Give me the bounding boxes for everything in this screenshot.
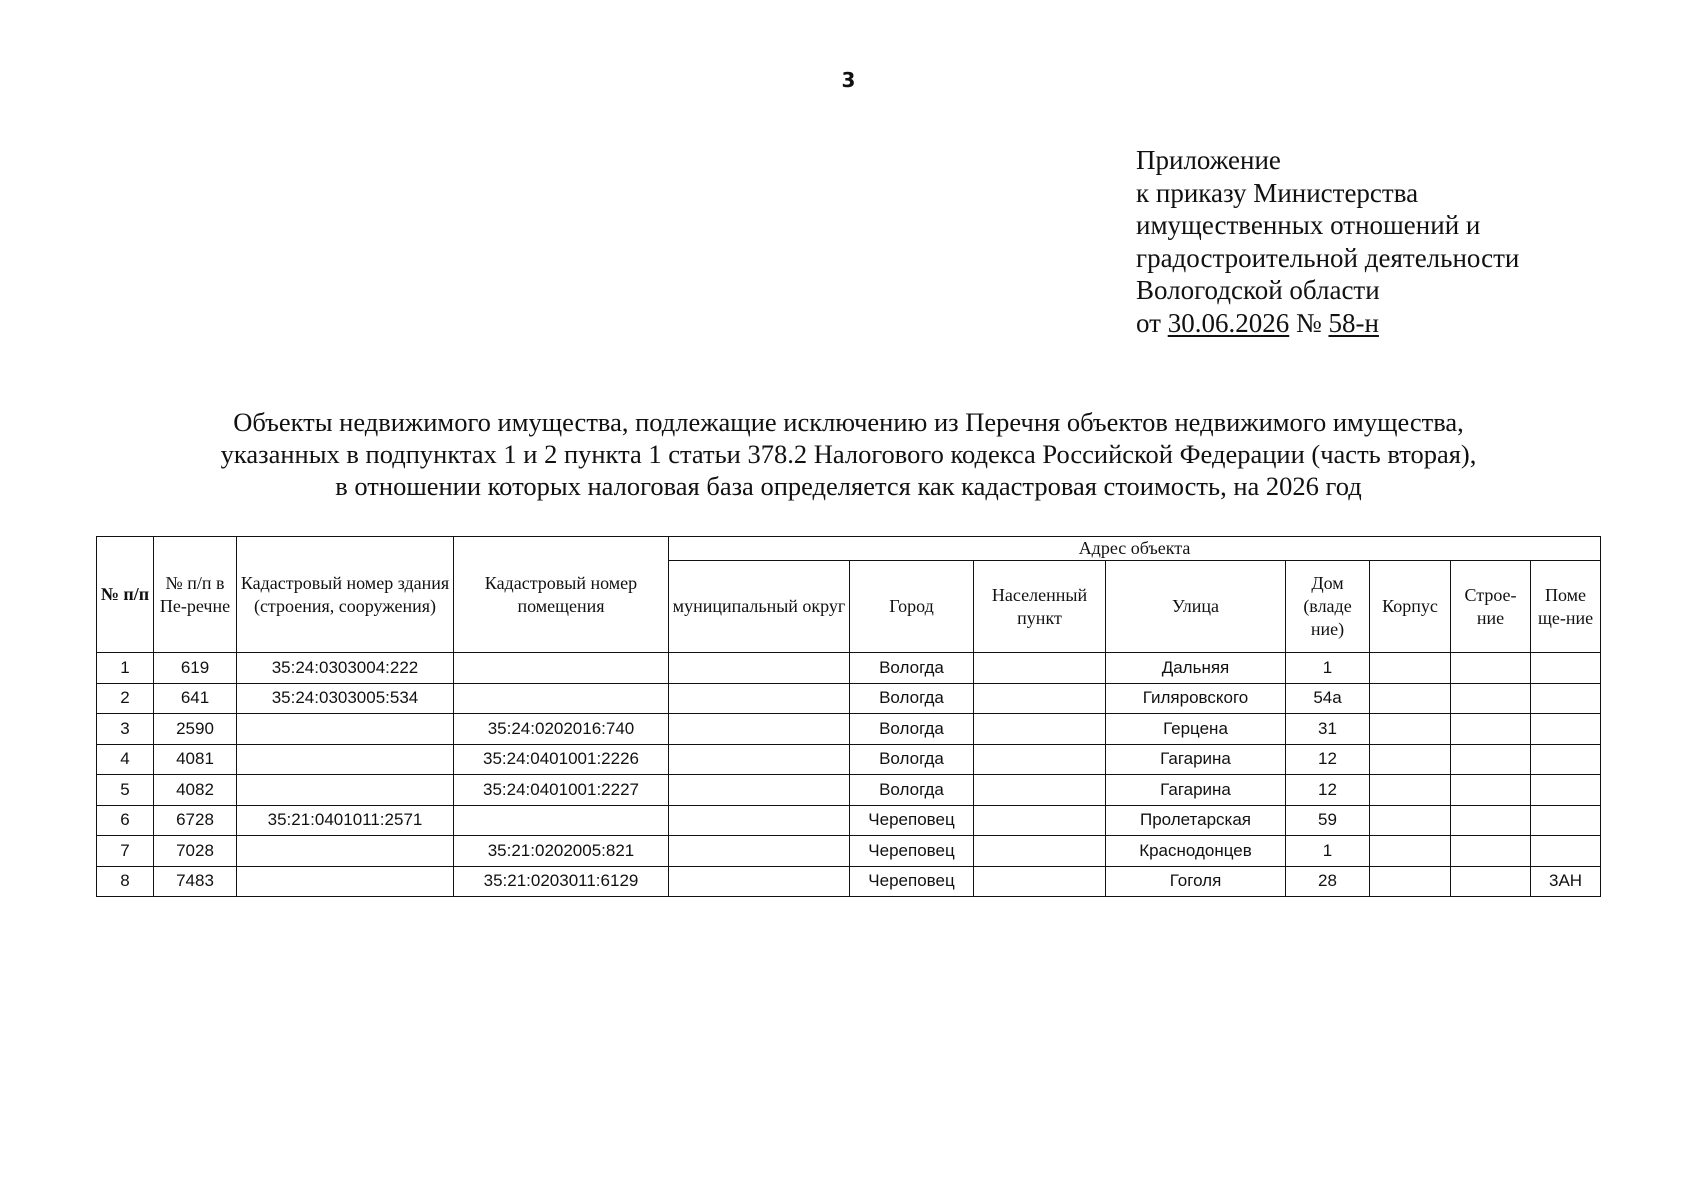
cell-building-cadastral: 35:24:0303005:534	[237, 683, 454, 714]
cell-list-num: 7483	[154, 866, 237, 897]
appendix-line: имущественных отношений и	[1136, 210, 1481, 240]
cell-street: Герцена	[1106, 714, 1286, 745]
cell-house: 54а	[1286, 683, 1370, 714]
cell-list-num: 4081	[154, 744, 237, 775]
cell-room	[1531, 744, 1601, 775]
cell-room	[1531, 805, 1601, 836]
cell-street: Гоголя	[1106, 866, 1286, 897]
appendix-line: Приложение	[1136, 145, 1281, 175]
cell-house: 28	[1286, 866, 1370, 897]
cell-room: 3АН	[1531, 866, 1601, 897]
cell-district	[669, 775, 850, 806]
table-row	[97, 653, 1601, 684]
title-line: в отношении которых налоговая база определяется как кадастровая стоимость, на 2026 год	[335, 471, 1362, 501]
document-title	[0, 406, 1697, 502]
header-building-cadastral: Кадастровый номер здания (строения, сооружения)	[237, 537, 454, 653]
cell-city: Вологда	[850, 775, 974, 806]
cell-room	[1531, 683, 1601, 714]
cell-korpus	[1370, 775, 1451, 806]
cell-settlement	[974, 866, 1106, 897]
cell-num: 8	[97, 866, 154, 897]
order-date: 30.06.2026	[1167, 307, 1290, 338]
cell-district	[669, 805, 850, 836]
cell-district	[669, 744, 850, 775]
appendix-block	[1136, 144, 1519, 339]
cell-room-cadastral: 35:24:0401001:2226	[454, 744, 669, 775]
header-korpus: Корпус	[1370, 561, 1451, 653]
cell-room	[1531, 714, 1601, 745]
table-row	[97, 744, 1601, 775]
cell-list-num: 4082	[154, 775, 237, 806]
cell-room-cadastral	[454, 805, 669, 836]
cell-building-cadastral	[237, 714, 454, 745]
cell-building-cadastral: 35:21:0401011:2571	[237, 805, 454, 836]
cell-settlement	[974, 744, 1106, 775]
cell-num: 2	[97, 683, 154, 714]
header-district: муниципальный округ	[669, 561, 850, 653]
cell-settlement	[974, 836, 1106, 867]
cell-city: Вологда	[850, 714, 974, 745]
header-city: Город	[850, 561, 974, 653]
cell-settlement	[974, 683, 1106, 714]
cell-city: Вологда	[850, 683, 974, 714]
cell-settlement	[974, 805, 1106, 836]
appendix-line: к приказу Министерства	[1136, 177, 1419, 208]
cell-room-cadastral: 35:21:0203011:6129	[454, 866, 669, 897]
table-row	[97, 775, 1601, 806]
appendix-line: градостроительной деятельности	[1136, 242, 1520, 273]
cell-street: Дальняя	[1106, 653, 1286, 684]
cell-building-cadastral	[237, 744, 454, 775]
title-line: Объекты недвижимого имущества, подлежащие исключению из Перечня объектов недвижимого имущества,	[233, 407, 1464, 437]
cell-settlement	[974, 714, 1106, 745]
cell-num: 3	[97, 714, 154, 745]
cell-num: 1	[97, 653, 154, 684]
table-row	[97, 866, 1601, 897]
cell-num: 5	[97, 775, 154, 806]
cell-house: 1	[1286, 836, 1370, 867]
cell-city: Череповец	[850, 836, 974, 867]
cell-stroenie	[1451, 805, 1531, 836]
header-stroenie: Строе-ние	[1451, 561, 1531, 653]
cell-num: 4	[97, 744, 154, 775]
table-row	[97, 683, 1601, 714]
cell-house: 12	[1286, 775, 1370, 806]
cell-korpus	[1370, 866, 1451, 897]
header-street: Улица	[1106, 561, 1286, 653]
cell-city: Череповец	[850, 866, 974, 897]
header-house: Дом (владе ние)	[1286, 561, 1370, 653]
table-row	[97, 805, 1601, 836]
cell-stroenie	[1451, 866, 1531, 897]
cell-city: Вологда	[850, 653, 974, 684]
header-room-cadastral: Кадастровый номер помещения	[454, 537, 669, 653]
page-number: 3	[841, 68, 856, 92]
cell-stroenie	[1451, 653, 1531, 684]
cell-room	[1531, 775, 1601, 806]
cell-room-cadastral: 35:21:0202005:821	[454, 836, 669, 867]
cell-room-cadastral: 35:24:0202016:740	[454, 714, 669, 745]
cell-korpus	[1370, 683, 1451, 714]
cell-building-cadastral: 35:24:0303004:222	[237, 653, 454, 684]
cell-district	[669, 714, 850, 745]
cell-house: 59	[1286, 805, 1370, 836]
cell-room-cadastral: 35:24:0401001:2227	[454, 775, 669, 806]
cell-city: Вологда	[850, 744, 974, 775]
cell-list-num: 619	[154, 653, 237, 684]
cell-stroenie	[1451, 744, 1531, 775]
table-row	[97, 714, 1601, 745]
cell-street: Пролетарская	[1106, 805, 1286, 836]
objects-table	[96, 536, 1601, 897]
cell-korpus	[1370, 836, 1451, 867]
cell-korpus	[1370, 653, 1451, 684]
appendix-line: Вологодской области	[1136, 275, 1380, 305]
cell-street: Гагарина	[1106, 744, 1286, 775]
cell-house: 12	[1286, 744, 1370, 775]
cell-district	[669, 683, 850, 714]
cell-list-num: 2590	[154, 714, 237, 745]
header-room: Поме ще-ние	[1531, 561, 1601, 653]
cell-stroenie	[1451, 836, 1531, 867]
number-sign: №	[1295, 307, 1322, 338]
header-num: № п/п	[97, 537, 154, 653]
cell-building-cadastral	[237, 836, 454, 867]
cell-room-cadastral	[454, 683, 669, 714]
cell-street: Гагарина	[1106, 775, 1286, 806]
cell-room-cadastral	[454, 653, 669, 684]
cell-city: Череповец	[850, 805, 974, 836]
cell-street: Краснодонцев	[1106, 836, 1286, 867]
cell-num: 6	[97, 805, 154, 836]
cell-list-num: 7028	[154, 836, 237, 867]
order-number: 58-н	[1328, 307, 1379, 338]
appendix-date-line	[1136, 307, 1519, 340]
cell-house: 1	[1286, 653, 1370, 684]
table-row	[97, 836, 1601, 867]
cell-korpus	[1370, 714, 1451, 745]
cell-settlement	[974, 775, 1106, 806]
cell-room	[1531, 836, 1601, 867]
cell-stroenie	[1451, 775, 1531, 806]
date-prefix: от	[1136, 307, 1161, 338]
cell-district	[669, 866, 850, 897]
cell-street: Гиляровского	[1106, 683, 1286, 714]
cell-district	[669, 653, 850, 684]
header-settlement: Населенный пункт	[974, 561, 1106, 653]
cell-settlement	[974, 653, 1106, 684]
header-list-num: № п/п в Пе-речне	[154, 537, 237, 653]
cell-stroenie	[1451, 714, 1531, 745]
table-body	[97, 653, 1601, 897]
cell-house: 31	[1286, 714, 1370, 745]
cell-building-cadastral	[237, 775, 454, 806]
cell-korpus	[1370, 744, 1451, 775]
cell-building-cadastral	[237, 866, 454, 897]
title-line: указанных в подпунктах 1 и 2 пункта 1 статьи 378.2 Налогового кодекса Российской Федерации (часть вторая),	[220, 439, 1477, 469]
cell-num: 7	[97, 836, 154, 867]
cell-list-num: 6728	[154, 805, 237, 836]
cell-stroenie	[1451, 683, 1531, 714]
cell-korpus	[1370, 805, 1451, 836]
cell-room	[1531, 653, 1601, 684]
header-address-group: Адрес объекта	[669, 537, 1601, 561]
cell-list-num: 641	[154, 683, 237, 714]
cell-district	[669, 836, 850, 867]
